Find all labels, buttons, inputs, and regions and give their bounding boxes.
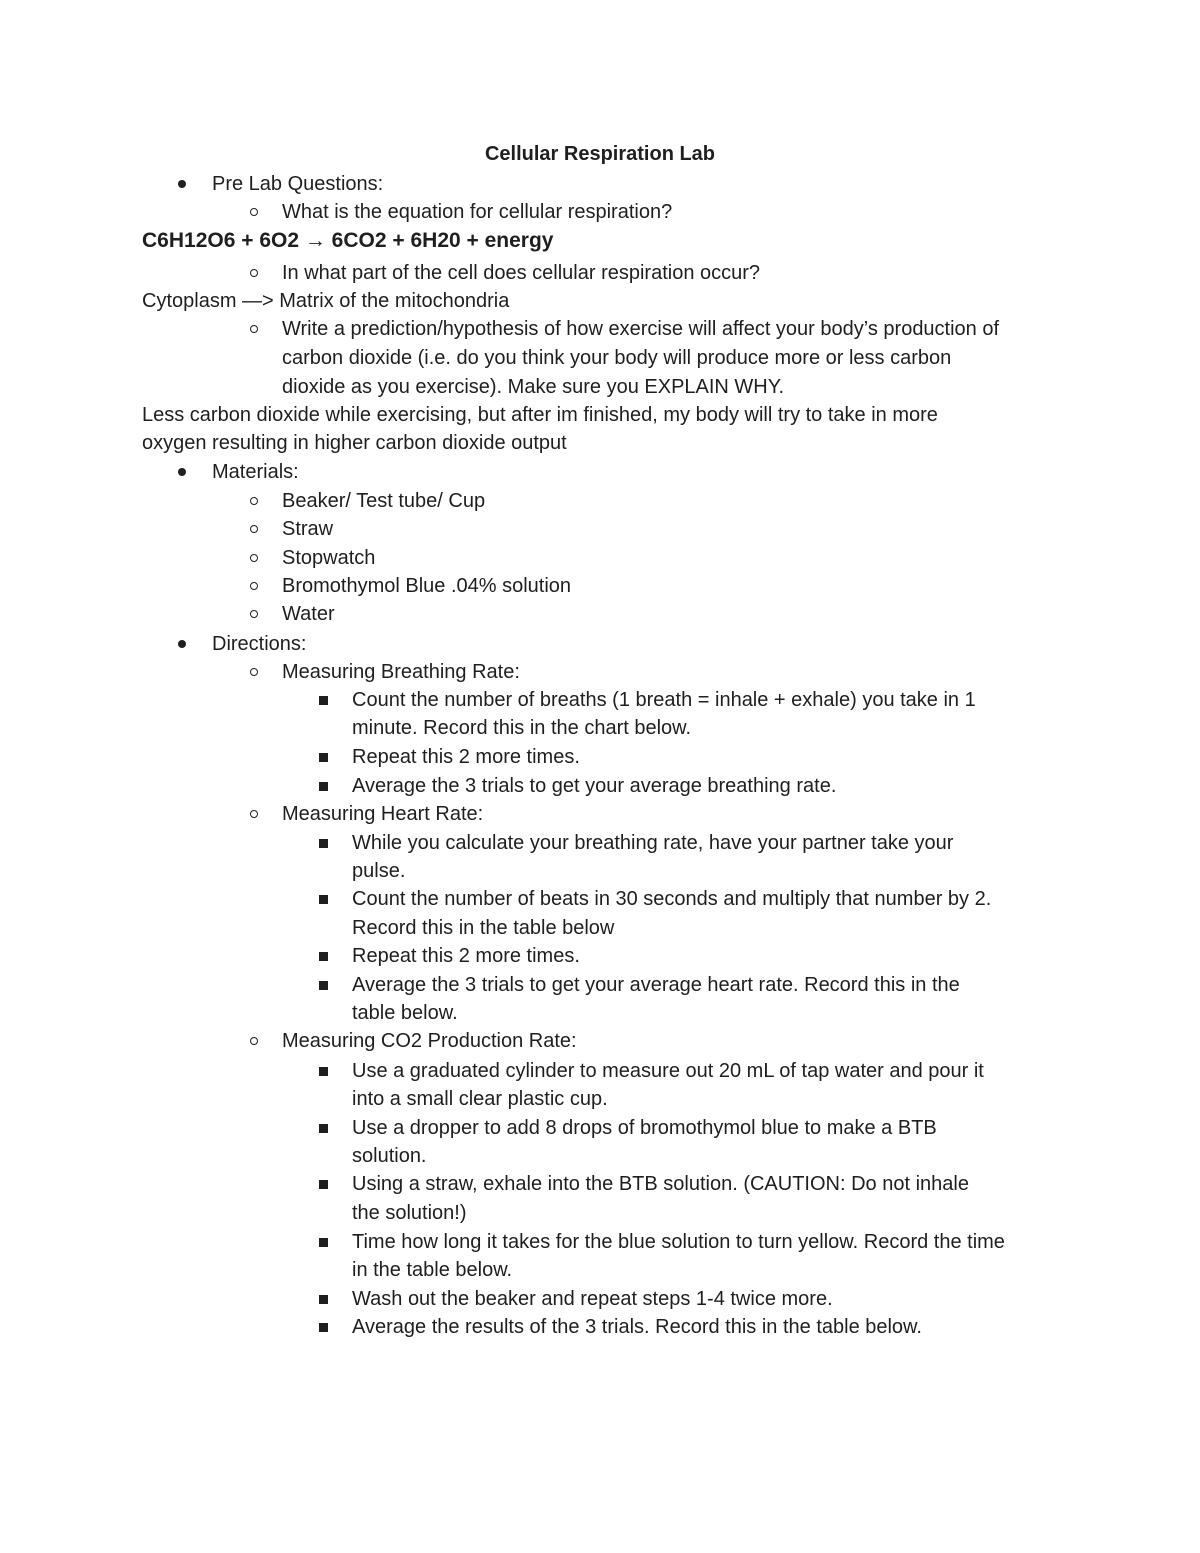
materials-heading: Materials: — [212, 461, 299, 483]
square-bullet-icon — [319, 1238, 328, 1247]
material-item: Bromothymol Blue .04% solution — [282, 575, 572, 597]
material-item: Beaker/ Test tube/ Cup — [282, 490, 486, 512]
co2-step: the solution!) — [352, 1202, 467, 1224]
breathing-heading: Measuring Breathing Rate: — [282, 661, 520, 683]
question-1: What is the equation for cellular respiration? — [282, 201, 673, 223]
question-3-line: carbon dioxide (i.e. do you think your body will produce more or less carbon — [282, 347, 952, 369]
square-bullet-icon — [319, 696, 328, 705]
circle-bullet-icon — [250, 810, 258, 818]
co2-step: Use a graduated cylinder to measure out 20 mL of tap water and pour it — [352, 1060, 984, 1082]
square-bullet-icon — [319, 1067, 328, 1076]
directions-heading: Directions: — [212, 633, 307, 655]
square-bullet-icon — [319, 782, 328, 791]
heart-heading: Measuring Heart Rate: — [282, 803, 484, 825]
circle-bullet-icon — [250, 325, 258, 333]
circle-bullet-icon — [250, 497, 258, 505]
circle-bullet-icon — [250, 208, 258, 216]
square-bullet-icon — [319, 1180, 328, 1189]
breathing-step: Average the 3 trials to get your average breathing rate. — [352, 775, 837, 797]
answer-2: Cytoplasm —> Matrix of the mitochondria — [142, 290, 510, 312]
heart-step: Record this in the table below — [352, 917, 615, 939]
square-bullet-icon — [319, 839, 328, 848]
answer-equation: C6H12O6 + 6O2 → 6CO2 + 6H20 + energy — [142, 229, 554, 252]
bullet-icon — [178, 180, 186, 188]
co2-heading: Measuring CO2 Production Rate: — [282, 1030, 577, 1052]
heart-step: pulse. — [352, 860, 406, 882]
breathing-step: minute. Record this in the chart below. — [352, 717, 692, 739]
heart-step: Repeat this 2 more times. — [352, 945, 580, 967]
square-bullet-icon — [319, 981, 328, 990]
circle-bullet-icon — [250, 554, 258, 562]
square-bullet-icon — [319, 895, 328, 904]
heart-step: While you calculate your breathing rate, have your partner take your — [352, 832, 954, 854]
square-bullet-icon — [319, 952, 328, 961]
pre-lab-heading: Pre Lab Questions: — [212, 173, 384, 195]
co2-step: Time how long it takes for the blue solution to turn yellow. Record the time — [352, 1231, 1005, 1253]
material-item: Water — [282, 603, 335, 625]
square-bullet-icon — [319, 1323, 328, 1332]
bullet-icon — [178, 468, 186, 476]
circle-bullet-icon — [250, 668, 258, 676]
co2-step: in the table below. — [352, 1259, 513, 1281]
heart-step: Average the 3 trials to get your average heart rate. Record this in the — [352, 974, 960, 996]
material-item: Stopwatch — [282, 547, 376, 569]
breathing-step: Count the number of breaths (1 breath = inhale + exhale) you take in 1 — [352, 689, 976, 711]
square-bullet-icon — [319, 753, 328, 762]
co2-step: Average the results of the 3 trials. Record this in the table below. — [352, 1316, 922, 1338]
heart-step: table below. — [352, 1002, 458, 1024]
square-bullet-icon — [319, 1295, 328, 1304]
answer-3-line: Less carbon dioxide while exercising, but after im finished, my body will try to take in more — [142, 404, 938, 426]
breathing-step: Repeat this 2 more times. — [352, 746, 580, 768]
circle-bullet-icon — [250, 610, 258, 618]
answer-3-line: oxygen resulting in higher carbon dioxide output — [142, 432, 567, 454]
co2-step: Wash out the beaker and repeat steps 1-4 twice more. — [352, 1288, 833, 1310]
material-item: Straw — [282, 518, 334, 540]
co2-step: Use a dropper to add 8 drops of bromothymol blue to make a BTB — [352, 1117, 937, 1139]
square-bullet-icon — [319, 1124, 328, 1133]
circle-bullet-icon — [250, 269, 258, 277]
page-title: Cellular Respiration Lab — [484, 143, 716, 165]
heart-step: Count the number of beats in 30 seconds and multiply that number by 2. — [352, 888, 992, 910]
question-3-line: Write a prediction/hypothesis of how exercise will affect your body’s production of — [282, 318, 1000, 340]
circle-bullet-icon — [250, 525, 258, 533]
co2-step: Using a straw, exhale into the BTB solution. (CAUTION: Do not inhale — [352, 1173, 969, 1195]
co2-step: into a small clear plastic cup. — [352, 1088, 608, 1110]
question-2: In what part of the cell does cellular respiration occur? — [282, 262, 761, 284]
co2-step: solution. — [352, 1145, 427, 1167]
circle-bullet-icon — [250, 1037, 258, 1045]
circle-bullet-icon — [250, 582, 258, 590]
bullet-icon — [178, 640, 186, 648]
question-3-line: dioxide as you exercise). Make sure you EXPLAIN WHY. — [282, 376, 785, 398]
